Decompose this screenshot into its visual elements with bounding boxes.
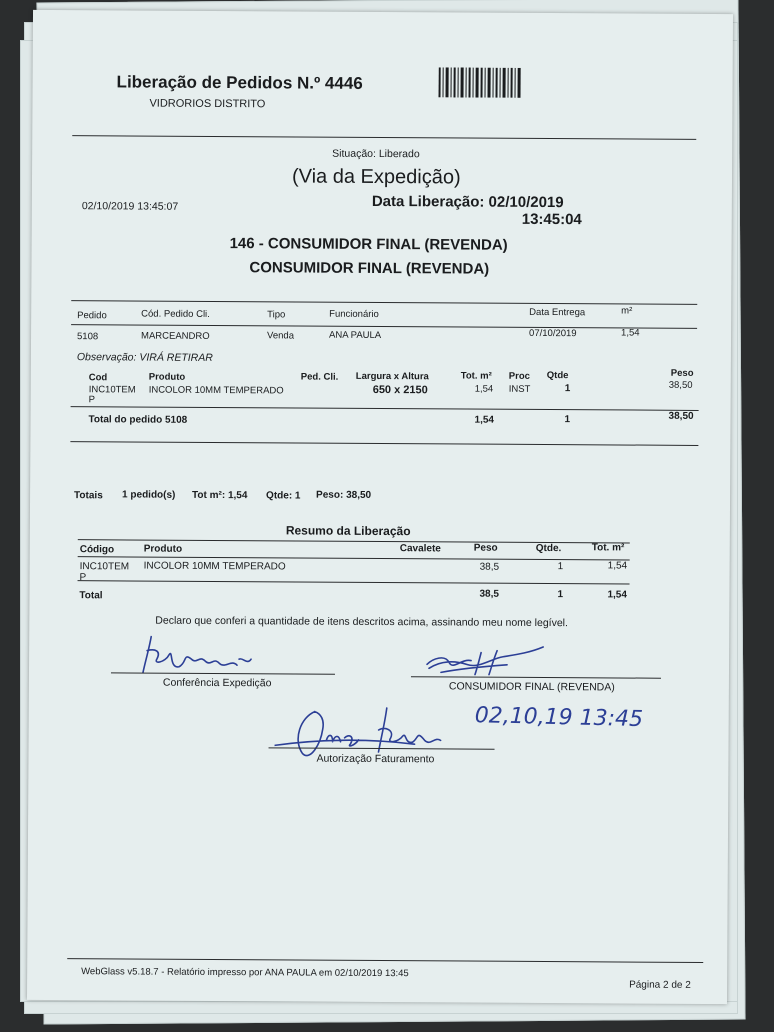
resumo-total-qtde: 1 (557, 589, 564, 601)
resumo-col-qtde: Qtde. (535, 542, 562, 555)
col-funcionario: Funcionário (329, 308, 379, 320)
order-total-qtde: 1 (564, 414, 571, 426)
item-cod-line1: INC10TEM (88, 384, 136, 396)
item-col-proc: Proc (508, 370, 530, 382)
order-m2: 1,54 (621, 327, 640, 339)
order-top-divider (71, 300, 697, 305)
resumo-col-cavalete: Cavalete (399, 543, 441, 555)
totais-pedidos: 1 pedido(s) (122, 489, 176, 501)
item-col-largura-altura: Largura x Altura (355, 370, 429, 383)
totais-label: Totais (74, 490, 103, 502)
resumo-qtde: 1 (557, 561, 564, 573)
order-tipo: Venda (267, 330, 295, 342)
item-produto: INCOLOR 10MM TEMPERADO (148, 384, 284, 397)
resumo-col-codigo: Código (79, 544, 115, 556)
conferencia-label: Conferência Expedição (162, 676, 272, 690)
order-cod-cli: MARCEANDRO (141, 330, 210, 342)
order-pedido: 5108 (77, 331, 99, 343)
observacao: Observação: VIRÁ RETIRAR (76, 351, 213, 364)
print-datetime: 02/10/2019 13:45:07 (81, 200, 179, 213)
signature-consumidor (421, 638, 551, 679)
resumo-total-tot-m2: 1,54 (607, 589, 627, 601)
order-total-peso: 38,50 (668, 410, 694, 422)
signature-conferencia (139, 629, 289, 678)
situacao-label: Situação: Liberado (332, 147, 420, 161)
declaracao: Declaro que conferi a quantidade de itens descritos acima, assinando meu nome legível. (155, 614, 569, 630)
barcode-icon (439, 67, 523, 98)
item-cod-line2: P (88, 394, 96, 406)
item-col-peso: Peso (670, 367, 694, 379)
footer-printed-by: WebGlass v5.18.7 - Relatório impresso por ANA PAULA em 02/10/2019 13:45 (81, 966, 409, 980)
item-proc: INST (508, 383, 531, 395)
totais-qtde: Qtde: 1 (266, 490, 301, 502)
order-header-divider (71, 324, 697, 329)
autorizacao-label: Autorização Faturamento (316, 752, 435, 766)
document-page (27, 10, 733, 1004)
client-name-2: CONSUMIDOR FINAL (REVENDA) (249, 259, 490, 278)
item-qtde: 1 (564, 383, 571, 395)
footer-divider (67, 958, 703, 963)
col-cod-cli: Cód. Pedido Cli. (141, 308, 210, 320)
item-col-ped-cli: Ped. Cli. (300, 371, 339, 383)
item-col-qtde: Qtde (546, 370, 569, 382)
resumo-col-peso: Peso (473, 542, 498, 554)
header-divider (72, 135, 696, 140)
resumo-title: Resumo da Liberação (285, 523, 411, 539)
totais-peso: Peso: 38,50 (316, 489, 372, 501)
via-label: (Via da Expedição) (291, 165, 461, 189)
resumo-peso: 38,5 (479, 561, 500, 573)
document-title: Liberação de Pedidos N.º 4446 (116, 72, 363, 93)
order-total-m2: 1,54 (474, 414, 495, 426)
item-col-cod: Cod (88, 372, 108, 384)
data-liberacao: Data Liberação: 02/10/2019 (371, 192, 564, 212)
item-col-produto: Produto (148, 371, 186, 383)
resumo-codigo-line2: P (79, 572, 87, 584)
item-tot-m2: 1,54 (474, 383, 494, 395)
item-largura-altura: 650 x 2150 (372, 383, 428, 397)
col-data-entrega: Data Entrega (529, 306, 586, 319)
client-name-1: 146 - CONSUMIDOR FINAL (REVENDA) (229, 235, 508, 254)
item-divider (71, 406, 699, 411)
col-m2: m² (621, 305, 633, 317)
resumo-codigo-line1: INC10TEM (79, 561, 130, 573)
handwritten-date: 02,10,19 13:45 (474, 703, 644, 733)
order-data-entrega: 07/10/2019 (529, 327, 577, 340)
resumo-col-produto: Produto (143, 543, 183, 555)
resumo-produto: INCOLOR 10MM TEMPERADO (143, 560, 286, 573)
totais-m2: Tot m²: 1,54 (192, 489, 248, 502)
order-bottom-divider (70, 441, 698, 446)
footer-page-number: Página 2 de 2 (629, 979, 691, 991)
resumo-total-label: Total (79, 590, 103, 602)
consumidor-label: CONSUMIDOR FINAL (REVENDA) (448, 680, 615, 694)
resumo-tot-m2: 1,54 (607, 560, 628, 572)
resumo-col-tot-m2: Tot. m² (591, 542, 625, 554)
resumo-row-divider (78, 580, 630, 584)
item-cod (89, 385, 136, 405)
order-funcionario: ANA PAULA (329, 329, 382, 342)
item-peso: 38,50 (668, 379, 693, 391)
data-liberacao-time: 13:45:04 (521, 210, 582, 229)
item-col-tot-m2: Tot. m² (460, 370, 492, 382)
resumo-total-peso: 38,5 (479, 588, 499, 600)
company-name: VIDRORIOS DISTRITO (149, 97, 266, 111)
col-pedido: Pedido (77, 310, 107, 322)
order-total-label: Total do pedido 5108 (88, 414, 188, 426)
col-tipo: Tipo (267, 309, 286, 321)
